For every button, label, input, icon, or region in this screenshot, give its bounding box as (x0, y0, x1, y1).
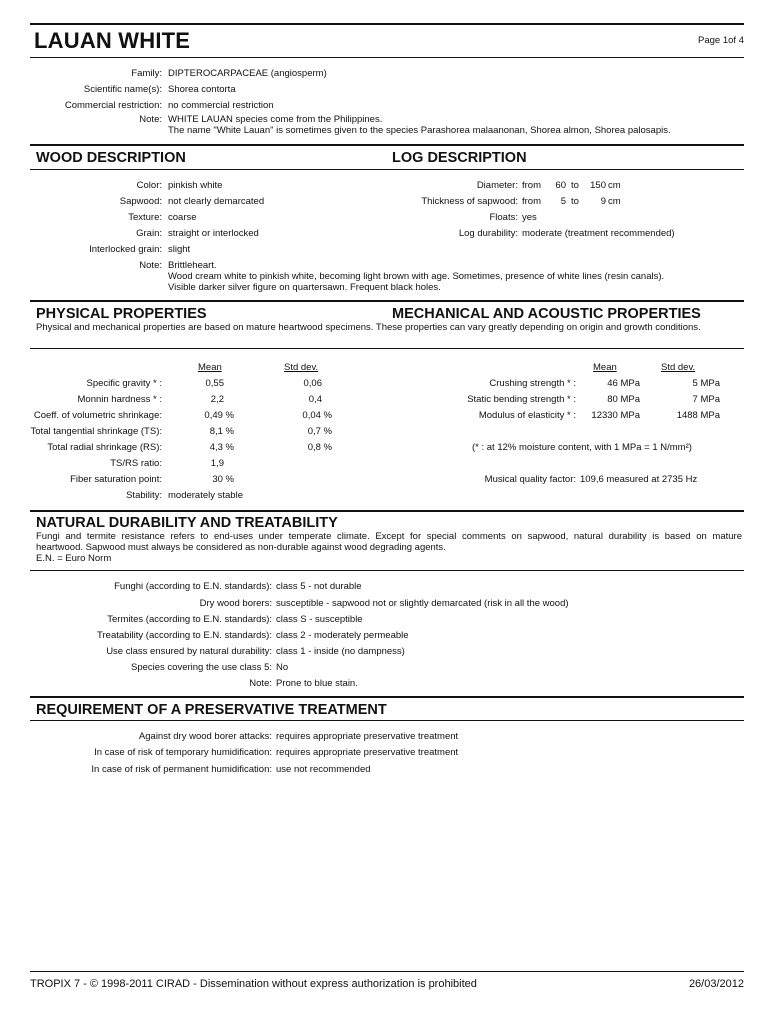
scientific-name-value: Shorea contorta (168, 84, 236, 95)
grain-value: straight or interlocked (168, 228, 259, 239)
radial-shrinkage-label: Total radial shrinkage (RS): (47, 442, 162, 453)
physical-mean-header: Mean (198, 362, 222, 373)
tangential-shrinkage-label: Total tangential shrinkage (TS): (30, 426, 162, 437)
floats-value: yes (522, 212, 537, 223)
interlocked-grain-value: slight (168, 244, 191, 255)
volumetric-shrinkage-mean: 0,49 % (204, 410, 234, 421)
specific-gravity-mean: 0,55 (205, 378, 224, 389)
use-class-5-label: Species covering the use class 5: (131, 662, 272, 673)
dry-wood-borers-label: Dry wood borers: (199, 598, 272, 609)
funghi-value: class 5 - not durable (276, 581, 362, 592)
identity-note-line: WHITE LAUAN species come from the Philippines. (168, 114, 383, 125)
radial-shrinkage-mean: 4,3 % (209, 442, 234, 453)
sapwood-label: Sapwood: (119, 196, 162, 207)
floats-label: Floats: (489, 212, 518, 223)
durability-heading: NATURAL DURABILITY AND TREATABILITY (36, 515, 338, 531)
crushing-strength-label: Crushing strength * : (489, 378, 576, 389)
ts-rs-ratio-label: TS/RS ratio: (110, 458, 162, 469)
diameter-label: Diameter: (476, 180, 518, 191)
footer-rule (30, 971, 744, 972)
scientific-name-label: Scientific name(s): (83, 84, 162, 95)
termites-label: Termites (according to E.N. standards): (107, 614, 272, 625)
wood-note-label: Note: (139, 260, 162, 271)
sapwood-thickness-to: to (571, 196, 579, 207)
specific-gravity-std: 0,06 (303, 378, 322, 389)
page-title: LAUAN WHITE (34, 28, 191, 53)
sapwood-thickness-min: 5 (560, 196, 566, 207)
tangential-shrinkage-std: 0,7 % (307, 426, 332, 437)
log-durability-label: Log durability: (458, 228, 518, 239)
section-underline (30, 570, 744, 571)
wood-note-line: Visible darker silver figure on quartersawn. Frequent black holes. (168, 282, 441, 293)
musical-quality-value: 109,6 measured at 2735 Hz (580, 474, 698, 485)
sapwood-thickness-from: from (522, 196, 541, 207)
static-bending-std: 7 MPa (692, 394, 720, 405)
durability-intro-line: E.N. = Euro Norm (36, 553, 112, 564)
stability-value: moderately stable (168, 490, 243, 501)
use-class-value: class 1 - inside (no dampness) (276, 646, 405, 657)
moisture-footnote: (* : at 12% moisture content, with 1 MPa = 1 N/mm²) (472, 442, 692, 453)
musical-quality-label: Musical quality factor: (484, 474, 576, 485)
monnin-hardness-std: 0,4 (308, 394, 322, 405)
wood-note-line: Brittleheart. (168, 260, 217, 271)
diameter-from: from (522, 180, 541, 191)
funghi-label: Funghi (according to E.N. standards): (114, 581, 272, 592)
stability-label: Stability: (126, 490, 162, 501)
temporary-humidification-label: In case of risk of temporary humidification: (94, 747, 272, 758)
sapwood-thickness-unit: cm (608, 196, 621, 207)
modulus-elasticity-label: Modulus of elasticity * : (478, 410, 576, 421)
identity-note-line: The name "White Lauan" is sometimes given to the species Parashorea malaanonan, Shorea almon, Shorea palosapis. (168, 125, 671, 136)
sapwood-thickness-label: Thickness of sapwood: (421, 196, 518, 207)
commercial-restriction-value: no commercial restriction (168, 100, 274, 111)
mechanical-properties-heading: MECHANICAL AND ACOUSTIC PROPERTIES (392, 306, 701, 322)
properties-intro: Physical and mechanical properties are based on mature heartwood specimens. These properties can vary greatly depending on origin and growth conditions. (36, 322, 701, 333)
section-rule (30, 144, 744, 146)
diameter-max: 150 (590, 180, 606, 191)
specific-gravity-label: Specific gravity * : (86, 378, 162, 389)
permanent-humidification-label: In case of risk of permanent humidification: (91, 764, 272, 775)
section-underline (30, 169, 744, 170)
identity-note-label: Note: (139, 114, 162, 125)
footer-date: 26/03/2012 (688, 978, 744, 990)
mechanical-std-header: Std dev. (661, 362, 696, 373)
family-value: DIPTEROCARPACEAE (angiosperm) (168, 68, 327, 79)
footer-copyright: TROPIX 7 - © 1998-2011 CIRAD - Dissemination without express authorization is prohibited (30, 978, 477, 990)
diameter-min: 60 (555, 180, 566, 191)
section-rule (30, 696, 744, 698)
top-rule (30, 23, 744, 25)
wood-note-line: Wood cream white to pinkish white, becoming light brown with age. Sometimes, presence of white lines (resin canals). (168, 271, 665, 282)
physical-properties-heading: PHYSICAL PROPERTIES (36, 306, 207, 322)
crushing-strength-std: 5 MPa (692, 378, 720, 389)
diameter-unit: cm (608, 180, 621, 191)
fiber-saturation-label: Fiber saturation point: (70, 474, 162, 485)
log-description-heading: LOG DESCRIPTION (392, 150, 527, 166)
section-rule (30, 510, 744, 512)
diameter-to: to (571, 180, 579, 191)
durability-intro-line: Fungi and termite resistance refers to end-uses under temperate climate. Except for special comments on sapwood, natural durability is based on mature (36, 531, 742, 542)
texture-value: coarse (168, 212, 197, 223)
grain-label: Grain: (136, 228, 162, 239)
section-underline (30, 720, 744, 721)
sapwood-thickness-max: 9 (600, 196, 606, 207)
ts-rs-ratio-mean: 1,9 (210, 458, 224, 469)
crushing-strength-mean: 46 MPa (607, 378, 640, 389)
interlocked-grain-label: Interlocked grain: (89, 244, 162, 255)
durability-note-value: Prone to blue stain. (276, 678, 358, 689)
modulus-elasticity-mean: 12330 MPa (591, 410, 640, 421)
volumetric-shrinkage-std: 0,04 % (302, 410, 332, 421)
wood-description-heading: WOOD DESCRIPTION (36, 150, 186, 166)
section-underline (30, 348, 744, 349)
monnin-hardness-label: Monnin hardness * : (77, 394, 162, 405)
tangential-shrinkage-mean: 8,1 % (209, 426, 234, 437)
title-rule (30, 57, 744, 58)
sapwood-value: not clearly demarcated (168, 196, 265, 207)
durability-intro-line: heartwood. Sapwood must always be considered as non-durable against wood degrading agents. (36, 542, 446, 553)
static-bending-label: Static bending strength * : (467, 394, 576, 405)
color-label: Color: (136, 180, 162, 191)
dry-wood-borers-value: susceptible - sapwood not or slightly demarcated (risk in all the wood) (276, 598, 569, 609)
permanent-humidification-value: use not recommended (276, 764, 371, 775)
use-class-label: Use class ensured by natural durability: (106, 646, 272, 657)
temporary-humidification-value: requires appropriate preservative treatment (276, 747, 459, 758)
modulus-elasticity-std: 1488 MPa (676, 410, 720, 421)
termites-value: class S - susceptible (276, 614, 363, 625)
color-value: pinkish white (168, 180, 223, 191)
preservative-heading: REQUIREMENT OF A PRESERVATIVE TREATMENT (36, 702, 387, 718)
commercial-restriction-label: Commercial restriction: (64, 100, 162, 111)
log-durability-value: moderate (treatment recommended) (522, 228, 675, 239)
dry-wood-borer-attacks-label: Against dry wood borer attacks: (138, 731, 272, 742)
dry-wood-borer-attacks-value: requires appropriate preservative treatment (276, 731, 459, 742)
use-class-5-value: No (276, 662, 289, 673)
fiber-saturation-mean: 30 % (212, 474, 234, 485)
physical-std-header: Std dev. (284, 362, 319, 373)
family-label: Family: (131, 68, 162, 79)
volumetric-shrinkage-label: Coeff. of volumetric shrinkage: (33, 410, 162, 421)
treatability-value: class 2 - moderately permeable (276, 630, 409, 641)
texture-label: Texture: (128, 212, 162, 223)
page-number: Page 1of 4 (698, 35, 744, 46)
section-rule (30, 300, 744, 302)
durability-note-label: Note: (249, 678, 272, 689)
monnin-hardness-mean: 2,2 (210, 394, 224, 405)
radial-shrinkage-std: 0,8 % (307, 442, 332, 453)
mechanical-mean-header: Mean (593, 362, 617, 373)
treatability-label: Treatability (according to E.N. standards): (97, 630, 272, 641)
static-bending-mean: 80 MPa (607, 394, 640, 405)
